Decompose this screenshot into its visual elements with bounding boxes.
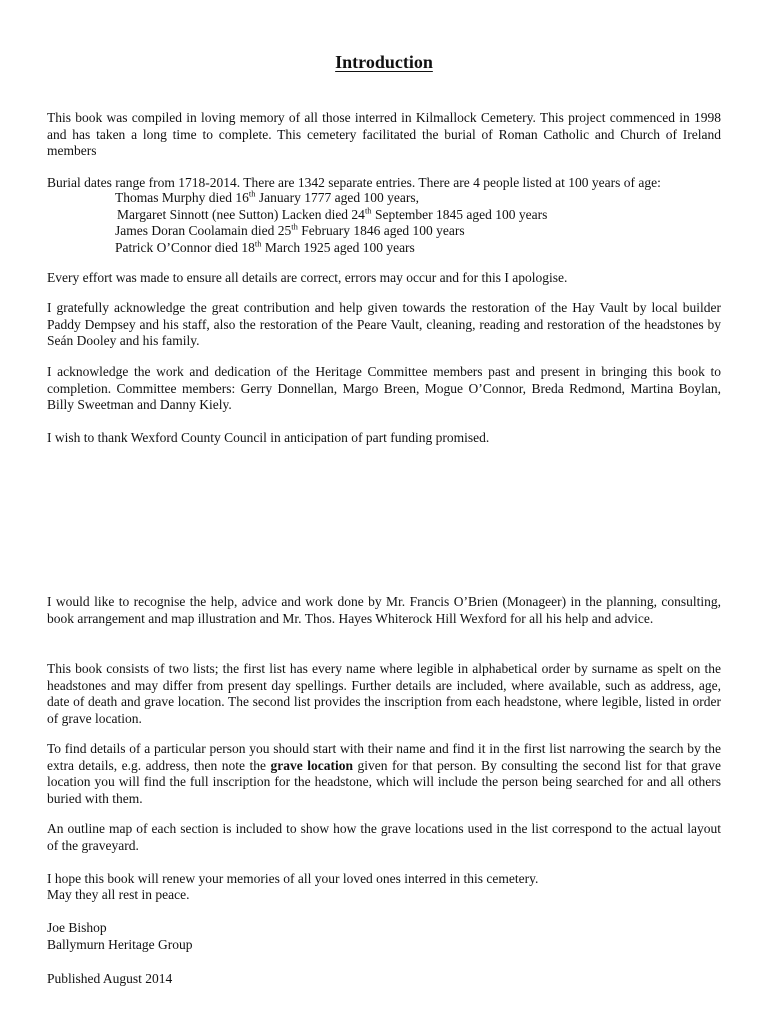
closing-line-2: May they all rest in peace. (47, 887, 190, 902)
restoration-paragraph: I gratefully acknowledge the great contribution and help given towards the restoration of the Hay Vault by local builder Paddy Dempsey and his staff, also the restoration of the Peare Vault, cleaning, reading and restoration of the headstones by Seán Dooley and his family. (47, 300, 721, 349)
signature-group: Ballymurn Heritage Group (47, 937, 193, 952)
acknowledgement-paragraph: I would like to recognise the help, advice and work done by Mr. Francis O’Brien (Monageer) in the planning, consulting, book arrangement and map illustration and Mr. Thos. Hayes Whiterock Hill Wexford for all his help and advice. (47, 594, 721, 626)
centenarian-item: Margaret Sinnott (nee Sutton) Lacken died 24th September 1845 aged 100 years (117, 205, 548, 222)
closing-line-1: I hope this book will renew your memories of all your loved ones interred in this cemetery. (47, 871, 539, 886)
page-title: Introduction (335, 52, 433, 72)
burial-dates-paragraph: Burial dates range from 1718-2014. There are 1342 separate entries. There are 4 people listed at 100 years of age: (47, 175, 661, 190)
lists-description-paragraph: This book consists of two lists; the first list has every name where legible in alphabetical order by surname as spelt on the headstones and may differ from present day spellings. Further details are included, where available, such as address, age, date of death and grave location. The second list provides the inscription from each headstone, where legible, listed in order of grave location. (47, 661, 721, 726)
signature-name: Joe Bishop (47, 920, 107, 935)
document-page (47, 0, 721, 1024)
centenarian-item: Patrick O’Connor died 18th March 1925 aged 100 years (115, 238, 415, 255)
usage-instructions-paragraph: To find details of a particular person you should start with their name and find it in the first list narrowing the search by the extra details, e.g. address, then note the grave location given for that person. By consulting the second list for that grave location you will find the full inscription for the headstone, which will include the person being searched for and all others buried with them. (47, 741, 721, 806)
council-paragraph: I wish to thank Wexford County Council in anticipation of part funding promised. (47, 430, 490, 445)
grave-location-emphasis: grave location (270, 757, 354, 773)
apology-paragraph: Every effort was made to ensure all details are correct, errors may occur and for this I apologise. (47, 270, 568, 285)
committee-paragraph: I acknowledge the work and dedication of the Heritage Committee members past and present in bringing this book to completion. Committee members: Gerry Donnellan, Margo Breen, Mogue O’Connor, Breda Redmond, Martina Boylan, Billy Sweetman and Danny Kiely. (47, 364, 721, 413)
intro-paragraph: This book was compiled in loving memory of all those interred in Kilmallock Cemetery. This project commenced in 1998 and has taken a long time to complete. This cemetery facilitated the burial of Roman Catholic and Church of Ireland members (47, 110, 721, 159)
centenarian-list (115, 190, 715, 256)
centenarian-item: Thomas Murphy died 16th January 1777 aged 100 years, (115, 188, 419, 205)
centenarian-item: James Doran Coolamain died 25th February 1846 aged 100 years (115, 221, 465, 239)
map-paragraph: An outline map of each section is included to show how the grave locations used in the list correspond to the actual layout of the graveyard. (47, 821, 721, 853)
publication-date: Published August 2014 (47, 971, 173, 986)
